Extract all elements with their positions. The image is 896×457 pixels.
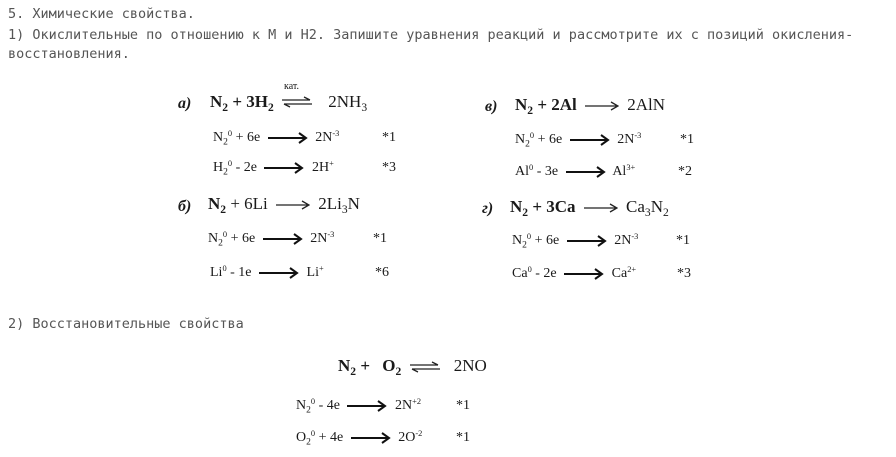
half-reaction-a2: $H_2^0 - 2e$ 2H+	[213, 158, 334, 178]
coef-o1: *1	[456, 398, 470, 413]
label-a: а)	[178, 95, 192, 112]
half-reaction-b1: $N_2^0 + 6e$ $2N^{-3}$	[208, 229, 335, 249]
half-reaction-g1: $N_2^0 + 6e$ $2N^{-3}$	[512, 231, 639, 251]
half-reaction-a1: $N_2^0 + 6e$ $2N^{-3}$	[213, 128, 340, 148]
coef-g1: *1	[676, 233, 690, 248]
half-reaction-v1: $N_2^0 + 6e$ $2N^{-3}$	[515, 130, 642, 150]
coef-a1: *1	[382, 130, 396, 145]
coef-o2: *1	[456, 430, 470, 445]
label-g: г)	[482, 200, 494, 217]
equilibrium-arrow: кат.	[282, 93, 312, 113]
half-reaction-g2: Ca$^0$ - 2e $Ca^{2+}$	[512, 264, 637, 281]
equation-g: $N_2 + 3Ca$ $Ca_3N_2$	[510, 197, 669, 220]
equation-a: $N_2 + 3H_2$ кат. $2NH_3$	[210, 81, 368, 115]
equation-b: $N_2 + 6Li$ $2Li_3N$	[208, 194, 360, 217]
label-b: б)	[178, 198, 192, 215]
coef-v1: *1	[680, 132, 694, 147]
task-line-2: восстановления.	[8, 46, 130, 62]
task-line-1: 1) Окислительные по отношению к М и Н2. Запишите уравнения реакций и рассмотрите их с позиций окисления-	[8, 27, 854, 43]
coef-v2: *2	[678, 164, 692, 179]
coef-b2: *6	[375, 265, 389, 280]
half-reaction-o2: $O_2^0 + 4e$ $2O^{-2}$	[296, 428, 423, 448]
half-reaction-b2: Li$^0$ - 1e Li+	[210, 263, 324, 280]
half-reaction-v2: Al$^0$ - 3e $Al^{3+}$	[515, 162, 636, 179]
section2-title: 2) Восстановительные свойства	[8, 316, 244, 332]
equation-o: $N_2 + O_2$ 2NO	[338, 356, 487, 379]
equation-v: $N_2 + 2Al$ 2AlN	[515, 95, 666, 118]
coef-a2: *3	[382, 160, 396, 175]
coef-g2: *3	[677, 266, 691, 281]
label-v: в)	[485, 98, 498, 115]
half-reaction-o1: $N_2^0 - 4e$ $2N^{+2}$	[296, 396, 422, 416]
section-title: 5. Химические свойства.	[8, 6, 195, 22]
coef-b1: *1	[373, 231, 387, 246]
